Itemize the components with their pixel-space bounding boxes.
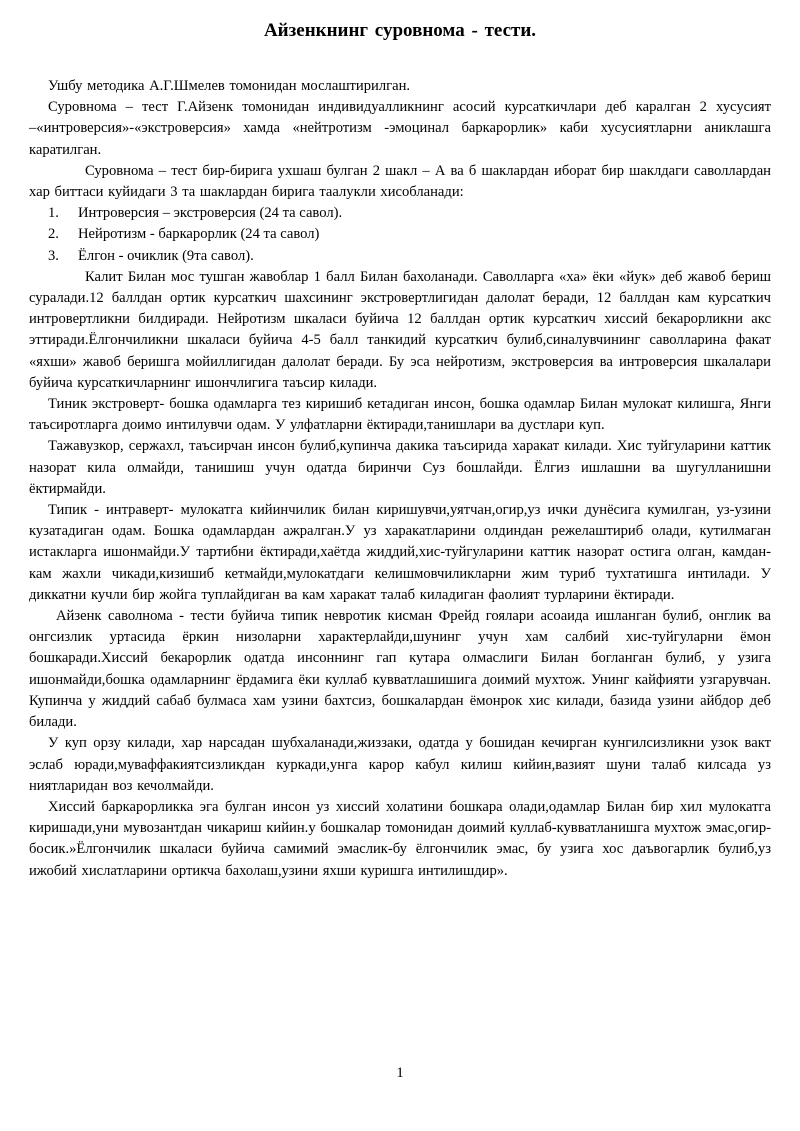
paragraph-stable: Хиссий баркарорликка эга булган инсон уз хиссий холатини бошкара олади,одамлар Билан бир хил мулокатга киришади,уни мувозантдан чикариш кийин.у бошкалар томонидан доимий куллаб-кувватланишга мухтож эмас,огир-босик.»Ёлгончилик шкаласи буйича самимий эмаслик-бу ёлгончилик эмас, бу узига хос даъвогарлик булиб,уз ижобий хислатларини ортикча бахолаш,узини яхши куришга интилишдир». <box>29 798 771 879</box>
list-item-text: Ёлгон - очиклик (9та савол). <box>78 247 254 264</box>
paragraph-methodology: Ушбу методика А.Г.Шмелев томонидан мослаштирилган. <box>48 78 411 94</box>
list-item-text: Нейротизм - баркарорлик (24 та савол) <box>78 226 320 243</box>
list-item-text: Интроверсия – экстроверсия (24 та савол). <box>78 205 343 222</box>
list-item-number: 1. <box>48 205 59 222</box>
list-item <box>29 203 771 224</box>
paragraph-dreamer: У куп орзу килади, хар нарсадан шубхаланади,жиззаки, одатда у бошидан кечирган кунгилсизликни узок вакт эслаб юради,муваффакиятсизликдан куркади,унга карор кабул килиш кийин,вазият шуни талаб килсада уз ниятларидан воз кечолмайди. <box>29 735 771 794</box>
paragraph-extrovert: Тиник экстроверт- бошка одамларга тез киришиб кетадиган инсон, бошка одамлар Билан мулокат килишга, Янги таъсиротларга доимо интилувчи одам. У улфатларни ёктиради,танишлари ва дустлари куп. <box>29 396 771 434</box>
paragraph-introvert: Типик - интраверт- мулокатга кийинчилик билан киришувчи,уятчан,огир,уз ички дунёсига кумилган, уз-узини кузатадиган одам. Бошка одамлардан ажралган.У уз харакатларини олдиндан режелаштириб олади, кутилмаган истакларга ишонмайди.У тартибни ёктиради,хаётда жиддий,хис-туйгуларини каттик назорат остига олган, камдан-кам жахли чикади,кизишиб кетмайди,мулокатдаги келишмовчиликларни жим туриб тухтатишга интилади. У диккатни кучли бир жойга туплайдиган ва кам харакат талаб киладиган фаолият турларини ёктиради. <box>29 502 771 603</box>
list-item-number: 2. <box>48 226 59 243</box>
paragraph-questionnaire-intro: Суровнома – тест Г.Айзенк томонидан индивидуалликнинг асосий курсаткичлари деб каралган 2 хусусият –«интроверсия»-«экстроверсия» хамда «нейтротизм -эмоцинал баркарорлик» каби хусусиятларни аниклашга каратилган. <box>29 99 771 158</box>
document-title: Айзенкнинг суровнома - тести. <box>263 20 537 41</box>
document-body <box>29 76 771 882</box>
paragraph-forms: Суровнома – тест бир-бирига ухшаш булган 2 шакл – А ва б шаклардан иборат бир шаклдаги саволлардан хар биттаси куйидаги 3 та шаклардан бирига таалукли хисобланади: <box>29 162 771 201</box>
page-number: 1 <box>396 1065 404 1081</box>
list-item-number: 3. <box>48 247 59 264</box>
list-item <box>29 246 771 267</box>
paragraph-scoring: Калит Билан мос тушган жавоблар 1 балл Билан бахоланади. Саволларга «ха» ёки «йук» деб жавоб бериш суралади.12 баллдан ортик курсаткич шахсининг экстровертлигидан далолат беради, 12 баллдан кам курсаткич интровертликни билдиради. Нейротизм шкаласи буйича 12 баллдан ортик курсаткич хиссий бекарорликни акс эттиради.Ёлгончиликни шкаласи буйича 4-5 балл танкидий курсаткич булиб,синалувчининг саволларина факат «яхши» жавоб беришга мойиллигидан далолат беради. Бу эса нейротизм, экстроверсия ва интроверсия шкалалари буйича курсаткичларнинг ишончлигига таъсир килади. <box>29 268 771 391</box>
list-item <box>29 224 771 245</box>
paragraph-neurotic: Айзенк саволнома - тести буйича типик невротик кисман Фрейд гоялари асоаида ишланган булиб, онглик ва онгсизлик уртасида ёркин низоларни характерлайди,шунинг учун хам салбий хис-туйгуларни ёмон бошкаради.Хиссий бекарорлик одатда инсоннинг гап кутара олмаслиги Билан богланган булиб, у узига ишонмайди,бошка одамларнинг ёрдамига ёки куллаб кувватлашишига доимий мухтож. Унинг кайфияти узгарувчан. Купинча у жиддий сабаб булмаса хам узини бахтсиз, бошкалардан ёмонрок хис килади, базида узини айбдор деб билади. <box>29 608 771 731</box>
paragraph-aggressive: Тажавузкор, сержахл, таъсирчан инсон булиб,купинча дакика таъсирида харакат килади. Хис туйгуларини каттик назорат кила олмайди, танишиш учун одатда биринчи Суз бошлайди. Ёлгиз ишлашни ва шугулланишни ёктирмайди. <box>29 438 771 497</box>
